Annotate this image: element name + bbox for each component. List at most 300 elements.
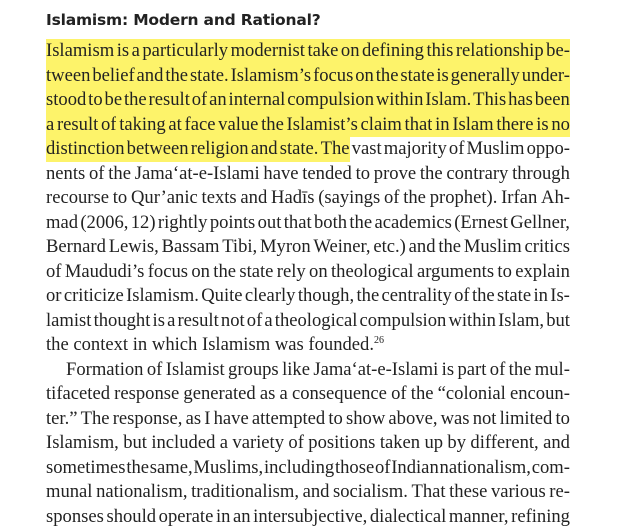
- word: manner,: [449, 505, 509, 529]
- word: etc.): [373, 235, 406, 260]
- highlight-gap: [453, 39, 456, 64]
- word: the: [46, 333, 69, 358]
- text-line: [46, 64, 570, 89]
- word: part: [457, 358, 486, 383]
- word: is: [536, 113, 548, 138]
- word: these: [449, 480, 487, 505]
- word: prophet).: [430, 186, 498, 211]
- word: is: [436, 64, 448, 89]
- word: sponses: [46, 505, 104, 529]
- word: modernist: [231, 39, 305, 64]
- text-line: [46, 407, 570, 432]
- word: Islamism,: [46, 431, 119, 456]
- word: to: [113, 186, 127, 211]
- word: of: [46, 260, 62, 285]
- word: the: [472, 284, 495, 309]
- word: Qur’anic: [131, 186, 198, 211]
- highlight-gap: [318, 137, 320, 162]
- word: not: [473, 407, 497, 432]
- word: been: [535, 88, 570, 113]
- word: tended: [302, 162, 352, 187]
- word: dialectical: [370, 505, 446, 529]
- highlight-gap: [229, 64, 231, 89]
- text-line: [66, 358, 570, 383]
- footnote-marker: 26: [374, 335, 384, 346]
- word: belief: [92, 64, 134, 89]
- word: Bassam: [162, 235, 220, 260]
- highlight-gap: [520, 64, 522, 89]
- word: of: [384, 186, 400, 211]
- word: texts: [202, 186, 237, 211]
- word: in: [533, 284, 547, 309]
- word: a: [167, 309, 175, 334]
- word: on: [309, 260, 328, 285]
- word: of: [288, 431, 304, 456]
- word: com-: [532, 456, 570, 481]
- word: Muslims,: [193, 456, 263, 481]
- word: Islamism: [202, 333, 270, 358]
- word: compulsion: [287, 88, 374, 113]
- word: limited: [500, 407, 553, 432]
- word: recourse: [46, 186, 109, 211]
- word: academics: [374, 211, 451, 236]
- word: of: [192, 88, 208, 113]
- word: Indian: [391, 456, 439, 481]
- word: religion: [191, 137, 249, 162]
- word: sometimes: [46, 456, 126, 481]
- highlight-gap: [398, 64, 400, 89]
- word: to: [555, 407, 569, 432]
- highlight-gap: [278, 137, 280, 162]
- word: response: [114, 382, 179, 407]
- word: the: [356, 284, 379, 309]
- word: Gellner,: [510, 211, 570, 236]
- word: state: [239, 260, 273, 285]
- word: contrary: [446, 162, 508, 187]
- word: Islamist: [166, 358, 225, 383]
- word: and: [137, 64, 164, 89]
- word: different,: [470, 431, 538, 456]
- word: as: [186, 407, 202, 432]
- word: as: [260, 382, 276, 407]
- highlight-gap: [471, 88, 473, 113]
- highlight-gap: [374, 88, 376, 113]
- word: between: [127, 137, 189, 162]
- word: stood: [46, 88, 86, 113]
- highlight-gap: [163, 64, 165, 89]
- word: Islam: [452, 113, 493, 138]
- text-line: [46, 211, 570, 236]
- word: internal: [229, 88, 286, 113]
- word: be: [105, 88, 123, 113]
- word: attempted: [252, 407, 325, 432]
- word: context: [73, 333, 128, 358]
- word: oppo-: [527, 137, 570, 162]
- word: under-: [522, 64, 570, 89]
- word: tween: [46, 64, 90, 89]
- word: mad: [46, 211, 78, 236]
- text-line: [46, 235, 570, 260]
- highlight-gap: [116, 113, 119, 138]
- word: result: [177, 309, 218, 334]
- word: intersubjective,: [253, 505, 367, 529]
- word: Islamism’s: [231, 64, 312, 89]
- word: show: [346, 407, 385, 432]
- word: of: [375, 456, 391, 481]
- highlight-gap: [98, 113, 101, 138]
- word: face: [185, 113, 216, 138]
- word: Irfan: [501, 186, 537, 211]
- word: re-: [549, 480, 570, 505]
- word: is: [442, 358, 454, 383]
- text-line: [46, 480, 570, 505]
- highlight-gap: [86, 88, 88, 113]
- word: to: [88, 88, 102, 113]
- word: Bernard: [46, 235, 106, 260]
- word: those: [335, 456, 374, 481]
- word: of: [490, 358, 506, 383]
- word: centrality: [382, 284, 452, 309]
- text-line: [46, 505, 570, 529]
- highlight-gap: [140, 39, 143, 64]
- word: but: [123, 431, 147, 456]
- text-line: [46, 113, 570, 138]
- word: nationalism,: [440, 456, 531, 481]
- word: and: [240, 186, 267, 211]
- word: at: [168, 113, 181, 138]
- word: nationalism,: [96, 480, 187, 505]
- highlight-gap: [534, 113, 537, 138]
- word: consequence: [292, 382, 387, 407]
- word: Islam,: [498, 309, 544, 334]
- word: on: [355, 64, 374, 89]
- word: Quite: [201, 284, 242, 309]
- text-line: [46, 431, 570, 456]
- word: focus: [313, 64, 353, 89]
- word: Lewis,: [109, 235, 159, 260]
- word: Jama‘at-e-Islami: [135, 162, 260, 187]
- word: lamist: [46, 309, 91, 334]
- word: of: [391, 382, 407, 407]
- highlight-gap: [135, 64, 137, 89]
- highlight-gap: [166, 113, 169, 138]
- text-line: [46, 382, 570, 407]
- word: that: [405, 113, 433, 138]
- word: arguments: [417, 260, 494, 285]
- highlight-gap: [90, 64, 92, 89]
- word: taking: [119, 113, 165, 138]
- highlight-gap: [189, 137, 191, 162]
- word: Myron: [260, 235, 311, 260]
- word: Jama‘at-e-Islami: [313, 358, 438, 383]
- word: criticize: [64, 284, 124, 309]
- word: particularly: [142, 39, 228, 64]
- word: Islamist’s: [287, 113, 358, 138]
- highlight-gap: [449, 64, 451, 89]
- word: which: [152, 333, 197, 358]
- highlight-gap: [122, 88, 124, 113]
- word: thought: [94, 309, 151, 334]
- word: out: [258, 211, 282, 236]
- highlight-gap: [227, 88, 229, 113]
- word: a: [46, 113, 54, 138]
- highlight-gap: [544, 39, 547, 64]
- highlight-gap: [533, 88, 535, 113]
- word: state.: [280, 137, 319, 162]
- word: ter.”: [46, 407, 78, 432]
- word: not: [221, 309, 245, 334]
- word: the: [438, 235, 461, 260]
- word: a: [132, 39, 140, 64]
- word: be-: [546, 39, 570, 64]
- highlight-gap: [125, 137, 127, 162]
- word: This: [473, 88, 506, 113]
- word: The: [321, 137, 350, 162]
- word: on: [191, 260, 210, 285]
- word: of: [454, 284, 470, 309]
- word: take: [307, 39, 338, 64]
- word: (2006,: [80, 211, 128, 236]
- word: there: [496, 113, 533, 138]
- word: vast: [352, 137, 382, 162]
- highlight-gap: [147, 88, 149, 113]
- word: of: [89, 162, 105, 187]
- word: compulsion: [360, 309, 447, 334]
- highlight-gap: [228, 39, 231, 64]
- text-line: [46, 456, 570, 481]
- word: The: [81, 407, 110, 432]
- word: same,: [150, 456, 193, 481]
- word: the: [261, 113, 284, 138]
- word: tifaceted: [46, 382, 110, 407]
- highlight-gap: [249, 137, 251, 162]
- word: the: [126, 456, 149, 481]
- highlight-gap: [284, 113, 287, 138]
- word: the: [420, 162, 443, 187]
- highlight-gap: [207, 88, 209, 113]
- word: Islam.: [425, 88, 471, 113]
- word: traditionalism,: [191, 480, 299, 505]
- word: to: [497, 260, 511, 285]
- highlight-gap: [494, 113, 497, 138]
- word: of: [449, 137, 465, 162]
- word: through: [512, 162, 570, 187]
- word: the: [403, 186, 426, 211]
- word: rightly: [158, 211, 208, 236]
- word: to: [328, 407, 342, 432]
- word: result: [57, 113, 98, 138]
- word: claim: [361, 113, 402, 138]
- highlight-gap: [338, 39, 341, 64]
- word: in: [133, 333, 147, 358]
- word: state: [400, 64, 434, 89]
- word: majority: [384, 137, 447, 162]
- word: on: [341, 39, 360, 64]
- word: Weiner,: [313, 235, 370, 260]
- highlight-gap: [358, 113, 361, 138]
- word: Islamism.: [126, 284, 199, 309]
- word: is: [153, 309, 165, 334]
- highlight-gap: [311, 64, 313, 89]
- word: but: [546, 309, 570, 334]
- word: or: [46, 284, 62, 309]
- word: “colonial: [438, 382, 506, 407]
- word: in: [216, 505, 230, 529]
- word: mul-: [535, 358, 570, 383]
- word: the: [213, 260, 236, 285]
- word: response,: [113, 407, 183, 432]
- word: That: [411, 480, 445, 505]
- word: and: [251, 137, 278, 162]
- highlight-gap: [54, 113, 57, 138]
- word: (Ernest: [454, 211, 508, 236]
- word: should: [106, 505, 156, 529]
- text-line: [46, 88, 570, 113]
- highlight-gap: [423, 88, 425, 113]
- word: like: [282, 358, 310, 383]
- highlight-gap: [285, 88, 287, 113]
- word: state: [497, 284, 531, 309]
- word: including: [264, 456, 334, 481]
- word: Ah-: [541, 186, 570, 211]
- word: within: [448, 309, 496, 334]
- text-line: [46, 333, 570, 358]
- highlight-gap: [353, 64, 355, 89]
- word: theological: [275, 309, 358, 334]
- highlight-gap: [434, 64, 436, 89]
- word: an: [233, 505, 251, 529]
- word: rely: [277, 260, 306, 285]
- word: included: [151, 431, 215, 456]
- word: positions: [308, 431, 375, 456]
- word: up: [424, 431, 443, 456]
- highlight-gap: [432, 113, 435, 138]
- word: and: [409, 235, 436, 260]
- highlight-gap: [114, 39, 117, 64]
- word: variety: [232, 431, 284, 456]
- word: have: [263, 162, 298, 187]
- word: result: [149, 88, 190, 113]
- word: focus: [148, 260, 188, 285]
- word: encoun-: [510, 382, 570, 407]
- text-line: [46, 162, 570, 187]
- highlight-gap: [374, 64, 376, 89]
- word: operate: [159, 505, 214, 529]
- highlight-gap: [103, 88, 105, 113]
- highlight-gap: [360, 39, 363, 64]
- highlight-gap: [450, 113, 453, 138]
- word: the: [124, 88, 147, 113]
- word: this: [426, 39, 453, 64]
- text-line: [46, 309, 570, 334]
- word: prove: [374, 162, 416, 187]
- word: nents: [46, 162, 85, 187]
- highlight-gap: [190, 88, 192, 113]
- text-line: [46, 284, 570, 309]
- word: points: [210, 211, 255, 236]
- word: though,: [298, 284, 354, 309]
- word: Muslim: [467, 137, 525, 162]
- word: Formation: [66, 358, 143, 383]
- word: the: [165, 64, 188, 89]
- word: a: [264, 309, 272, 334]
- word: both: [314, 211, 347, 236]
- word: Muslim: [464, 235, 522, 260]
- text-line: [46, 137, 570, 162]
- word: various: [491, 480, 546, 505]
- word: refining: [511, 505, 570, 529]
- word: an: [209, 88, 227, 113]
- highlight-gap: [182, 113, 185, 138]
- word: of: [101, 113, 117, 138]
- word: and: [543, 431, 570, 456]
- word: above,: [388, 407, 437, 432]
- word: that: [284, 211, 312, 236]
- text-line: [46, 186, 570, 211]
- word: clearly: [245, 284, 296, 309]
- word: taken: [380, 431, 420, 456]
- highlight-gap: [424, 39, 427, 64]
- word: generated: [183, 382, 255, 407]
- word: the: [108, 162, 131, 187]
- word: was: [275, 333, 304, 358]
- section-heading: Islamism: Modern and Rational?: [46, 10, 321, 30]
- word: groups: [228, 358, 279, 383]
- word: has: [508, 88, 533, 113]
- highlight-gap: [215, 113, 218, 138]
- word: (sayings: [318, 186, 380, 211]
- word: the: [411, 382, 434, 407]
- word: the: [349, 211, 372, 236]
- word: by: [447, 431, 466, 456]
- word: distinction: [46, 137, 125, 162]
- word: is: [117, 39, 129, 64]
- word: I: [204, 407, 210, 432]
- word: munal: [46, 480, 92, 505]
- word: was: [441, 407, 470, 432]
- word: Islamism: [46, 39, 114, 64]
- word: Maududi’s: [65, 260, 145, 285]
- highlight-gap: [549, 113, 552, 138]
- word: of: [247, 309, 263, 334]
- highlight-gap: [506, 88, 508, 113]
- word: relationship: [456, 39, 544, 64]
- word: explain: [515, 260, 570, 285]
- word: Tibi,: [222, 235, 257, 260]
- highlight-gap: [188, 64, 190, 89]
- word: generally: [451, 64, 520, 89]
- word: of: [147, 358, 163, 383]
- word: 12): [131, 211, 156, 236]
- highlight-gap: [402, 113, 405, 138]
- word: and: [303, 480, 330, 505]
- word: the: [509, 358, 532, 383]
- word: theological: [331, 260, 414, 285]
- text-line: [46, 39, 570, 64]
- highlight-gap: [129, 39, 132, 64]
- word: critics: [525, 235, 570, 260]
- text-line: [46, 260, 570, 285]
- word: a: [280, 382, 288, 407]
- word: the: [376, 64, 399, 89]
- word: no: [551, 113, 570, 138]
- word: a: [220, 431, 228, 456]
- word: state.: [190, 64, 229, 89]
- word: have: [214, 407, 249, 432]
- word: socialism.: [333, 480, 408, 505]
- word: Is-: [550, 284, 570, 309]
- word: Hadīs: [271, 186, 314, 211]
